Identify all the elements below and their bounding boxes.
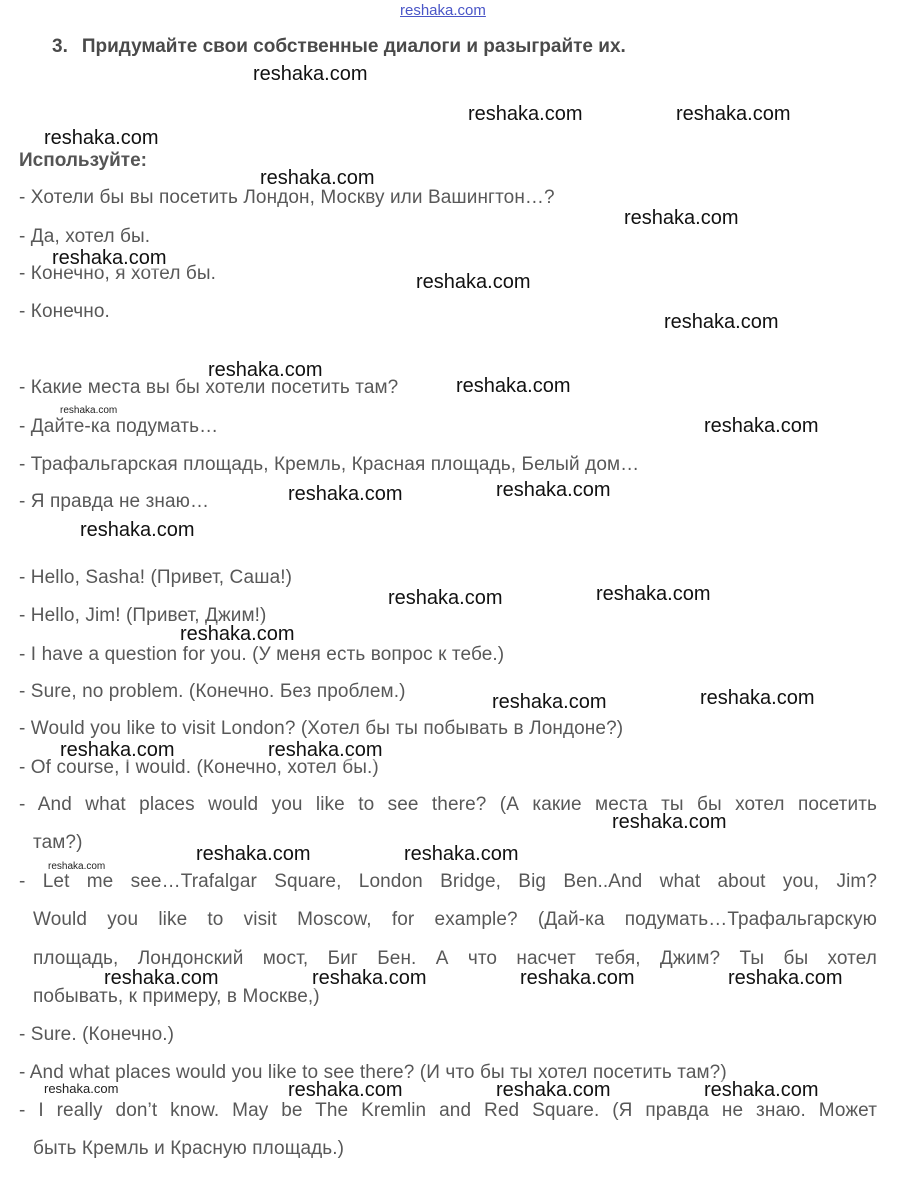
- watermark: reshaka.com: [208, 359, 323, 381]
- dialog-line: - And what places would you like to see there? (А какие места ты бы хотел посетить: [19, 794, 877, 815]
- watermark: reshaka.com: [520, 967, 635, 989]
- dialog-line: - I have a question for you. (У меня есть вопрос к тебе.): [19, 644, 505, 665]
- watermark: reshaka.com: [612, 811, 727, 833]
- watermark: reshaka.com: [104, 967, 219, 989]
- dialog-line: - Would you like to visit London? (Хотел бы ты побывать в Лондоне?): [19, 718, 624, 739]
- watermark: reshaka.com: [288, 483, 403, 505]
- dialog-line: - Я правда не знаю…: [19, 491, 210, 512]
- dialog-line: - Sure, no problem. (Конечно. Без проблем.): [19, 681, 406, 702]
- watermark: reshaka.com: [456, 375, 571, 397]
- watermark: reshaka.com: [704, 415, 819, 437]
- use-heading: Используйте:: [19, 150, 147, 171]
- dialog-line: - Hello, Sasha! (Привет, Саша!): [19, 567, 293, 588]
- watermark: reshaka.com: [253, 63, 368, 85]
- watermark: reshaka.com: [48, 861, 106, 872]
- watermark: reshaka.com: [596, 583, 711, 605]
- watermark: reshaka.com: [492, 691, 607, 713]
- watermark: reshaka.com: [704, 1079, 819, 1101]
- watermark: reshaka.com: [44, 127, 159, 149]
- dialog-line: - Да, хотел бы.: [19, 226, 151, 247]
- watermark: reshaka.com: [468, 103, 583, 125]
- dialog-line: Would you like to visit Moscow, for example? (Дай-ка подумать…Трафальгарскую: [33, 909, 877, 930]
- dialog-line: - Sure. (Конечно.): [19, 1024, 175, 1045]
- watermark: reshaka.com: [60, 405, 118, 416]
- dialog-line: побывать, к примеру, в Москве,): [33, 986, 320, 1007]
- watermark: reshaka.com: [416, 271, 531, 293]
- watermark: reshaka.com: [288, 1079, 403, 1101]
- watermark: reshaka.com: [664, 311, 779, 333]
- dialog-line: там?): [33, 832, 83, 853]
- dialog-line: - Конечно.: [19, 301, 110, 322]
- dialog-line: - Hello, Jim! (Привет, Джим!): [19, 605, 267, 626]
- dialog-line: быть Кремль и Красную площадь.): [33, 1138, 345, 1159]
- dialog-line: - Of course, I would. (Конечно, хотел бы.): [19, 757, 379, 778]
- watermark: reshaka.com: [80, 519, 195, 541]
- watermark: reshaka.com: [268, 739, 383, 761]
- watermark: reshaka.com: [388, 587, 503, 609]
- dialog-line: - Какие места вы бы хотели посетить там?: [19, 377, 399, 398]
- exercise-instruction: Придумайте свои собственные диалоги и разыграйте их.: [81, 36, 626, 57]
- watermark-top[interactable]: reshaka.com: [400, 2, 486, 19]
- dialog-line: площадь, Лондонский мост, Биг Бен. А что насчет тебя, Джим? Ты бы хотел: [33, 948, 877, 969]
- watermark: reshaka.com: [180, 623, 295, 645]
- watermark: reshaka.com: [700, 687, 815, 709]
- dialog-line: - Трафальгарская площадь, Кремль, Красная площадь, Белый дом…: [19, 454, 640, 475]
- watermark: reshaka.com: [404, 843, 519, 865]
- exercise-title: [52, 36, 626, 58]
- watermark: reshaka.com: [44, 1081, 119, 1096]
- watermark: reshaka.com: [676, 103, 791, 125]
- dialog-line: - Дайте-ка подумать…: [19, 416, 219, 437]
- watermark: reshaka.com: [624, 207, 739, 229]
- watermark: reshaka.com: [312, 967, 427, 989]
- dialog-line: - Конечно, я хотел бы.: [19, 263, 216, 284]
- watermark: reshaka.com: [260, 167, 375, 189]
- watermark: reshaka.com: [728, 967, 843, 989]
- watermark: reshaka.com: [196, 843, 311, 865]
- dialog-line: - Let me see…Trafalgar Square, London Bridge, Big Ben..And what about you, Jim?: [19, 871, 877, 892]
- watermark: reshaka.com: [60, 739, 175, 761]
- dialog-line: - Хотели бы вы посетить Лондон, Москву или Вашингтон…?: [19, 187, 555, 208]
- exercise-number: 3.: [52, 36, 68, 57]
- watermark: reshaka.com: [496, 1079, 611, 1101]
- watermark: reshaka.com: [496, 479, 611, 501]
- dialog-line: - I really don’t know. May be The Kremlin and Red Square. (Я правда не знаю. Может: [19, 1100, 877, 1121]
- dialog-line: - And what places would you like to see there? (И что бы ты хотел посетить там?): [19, 1062, 727, 1083]
- watermark: reshaka.com: [52, 247, 167, 269]
